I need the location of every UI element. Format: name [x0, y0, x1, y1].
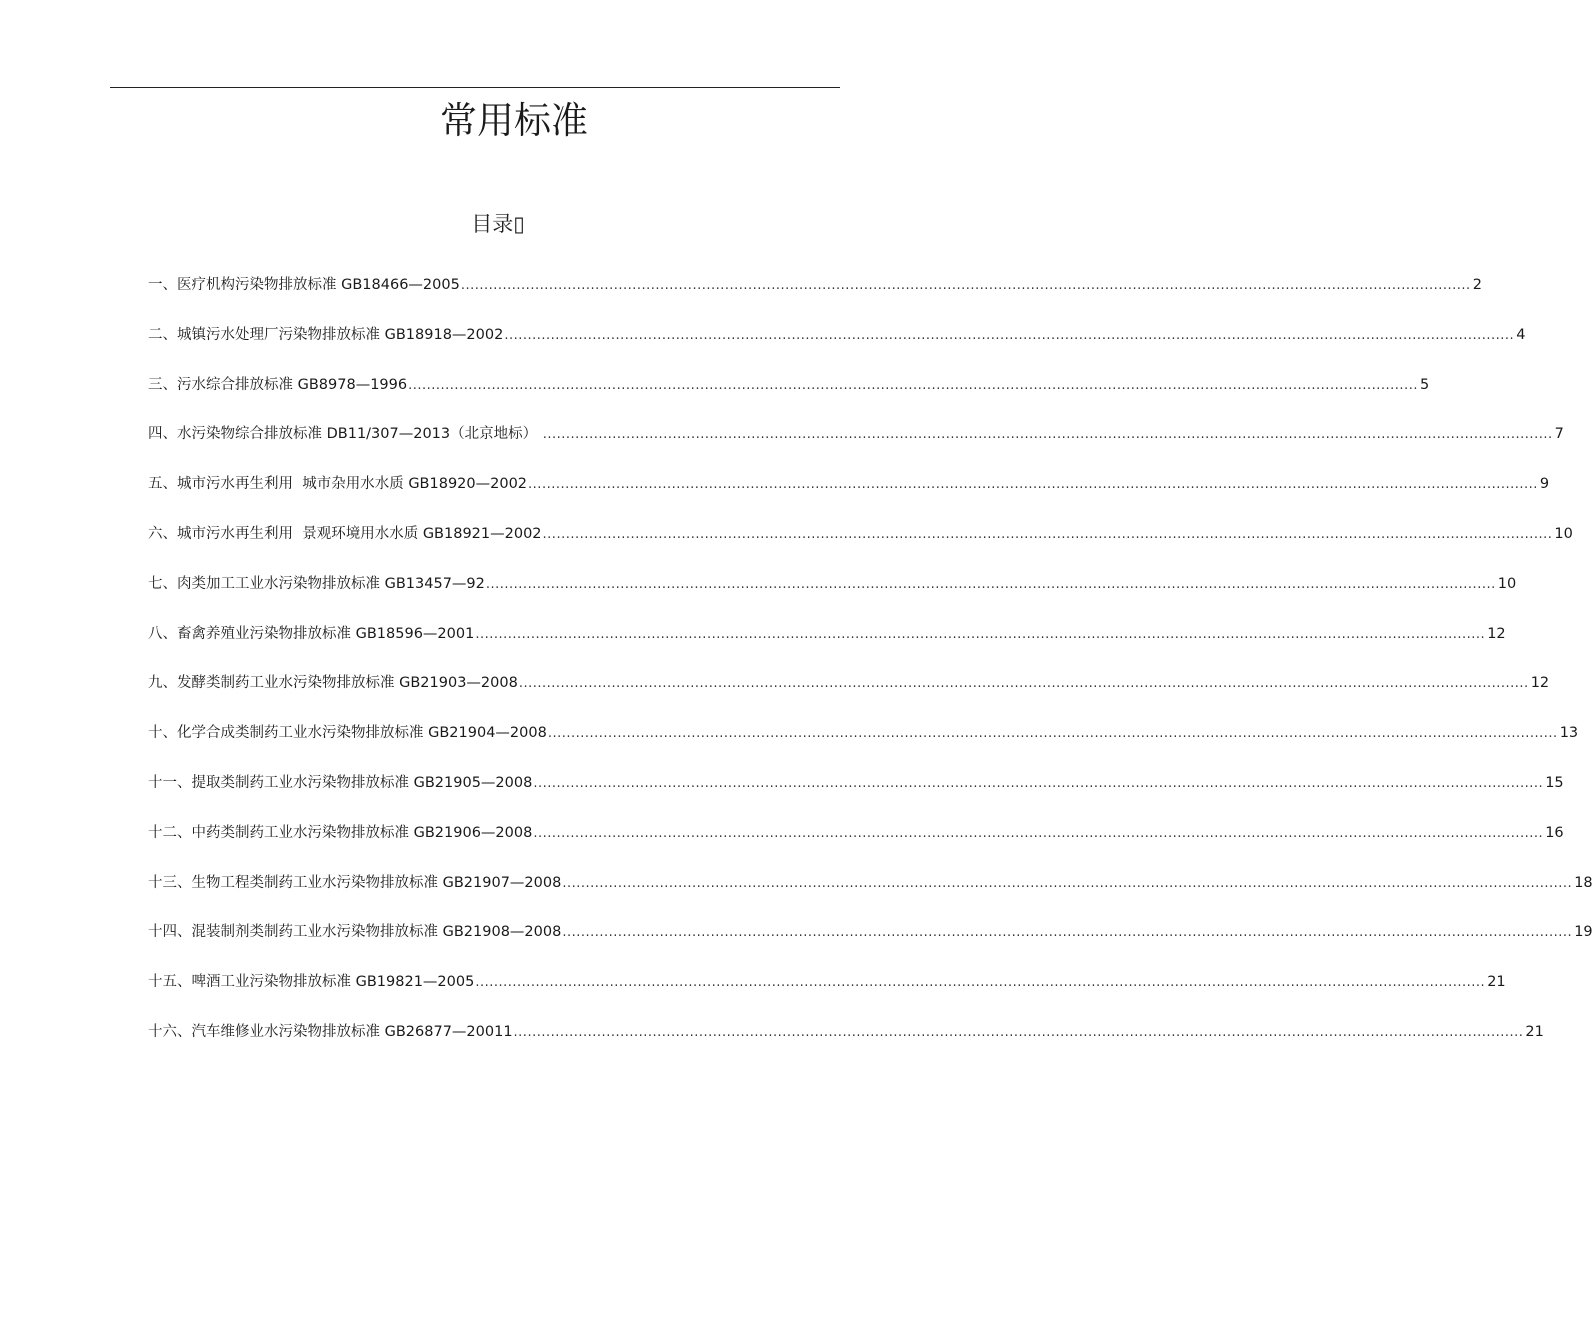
- toc-dot-leader: [543, 522, 1553, 548]
- toc-entry-number: 十四、: [148, 924, 192, 941]
- toc-dot-leader: [562, 871, 1572, 897]
- toc-entry-number: 十一、: [148, 774, 192, 791]
- toc-entry-page-number: 13: [1559, 725, 1579, 742]
- toc-entry[interactable]: [148, 919, 1593, 969]
- toc-entry-page-number: 10: [1554, 525, 1573, 542]
- toc-entry[interactable]: [148, 870, 1593, 920]
- toc-dot-leader: [408, 373, 1418, 399]
- toc-entry-number: 十、: [148, 725, 177, 742]
- header-rule: [110, 87, 840, 88]
- toc-entry[interactable]: [148, 1019, 1544, 1069]
- toc-entry-page-number: 4: [1516, 326, 1526, 343]
- toc-entry[interactable]: [148, 521, 1573, 571]
- toc-dot-leader: [548, 721, 1558, 747]
- toc-dot-leader: [562, 920, 1572, 946]
- toc-entry[interactable]: [148, 820, 1564, 870]
- toc-entry[interactable]: [148, 720, 1579, 770]
- toc-entry[interactable]: [148, 272, 1482, 322]
- toc-entry[interactable]: [148, 770, 1564, 820]
- toc-entry-page-number: 9: [1539, 476, 1550, 493]
- toc-entry-title: 医疗机构污染物排放标准 GB18466—2005: [177, 277, 460, 293]
- toc-entry[interactable]: [148, 969, 1506, 1019]
- toc-entry-page-number: 19: [1574, 924, 1593, 941]
- toc-entry[interactable]: [148, 421, 1564, 471]
- toc-dot-leader: [528, 472, 1538, 498]
- toc-entry-number: 十三、: [148, 874, 192, 891]
- toc-entry-number: 十五、: [148, 974, 192, 991]
- toc-dot-leader: [461, 273, 1471, 299]
- toc-dot-leader: [475, 970, 1485, 996]
- toc-entry-title: 化学合成类制药工业水污染物排放标准 GB21904—2008: [177, 725, 547, 742]
- toc-entry[interactable]: [148, 571, 1517, 621]
- toc-entry-title: 发酵类制药工业水污染物排放标准 GB21903—2008: [177, 675, 518, 692]
- toc-entry[interactable]: [148, 471, 1550, 521]
- toc-entry-title: 污水综合排放标准 GB8978—1996: [177, 376, 408, 393]
- toc-entry-title: 中药类制药工业水污染物排放标准 GB21906—2008: [191, 824, 533, 841]
- toc-entry-title: 城镇污水处理厂污染物排放标准 GB18918—2002: [177, 326, 504, 343]
- toc-entry-number: 九、: [148, 675, 177, 692]
- toc-entry-number: 二、: [148, 326, 177, 343]
- toc-entry-page-number: 21: [1487, 974, 1506, 991]
- toc-entry[interactable]: [148, 621, 1506, 671]
- toc-heading: [0, 209, 996, 239]
- toc-entry-number: 七、: [148, 575, 177, 592]
- toc-dot-leader: [514, 1020, 1524, 1046]
- toc-entry-page-number: 21: [1525, 1023, 1544, 1040]
- toc-dot-leader: [486, 572, 1496, 598]
- toc-entry-number: 十六、: [148, 1023, 192, 1040]
- toc-entry-title: 混装制剂类制药工业水污染物排放标准 GB21908—2008: [191, 924, 562, 941]
- toc-entry[interactable]: [148, 322, 1526, 372]
- toc-entry-number: 六、: [148, 525, 177, 542]
- toc-entry-page-number: 12: [1530, 675, 1550, 692]
- toc-entry-page-number: 16: [1545, 824, 1564, 841]
- toc-entry-title: 提取类制药工业水污染物排放标准 GB21905—2008: [191, 774, 533, 791]
- toc-entry-title: 汽车维修业水污染物排放标准 GB26877—20011: [191, 1023, 513, 1040]
- toc-entry-number: 八、: [148, 625, 177, 642]
- toc-entry-number: 十二、: [148, 824, 192, 841]
- toc-entry-title: 生物工程类制药工业水污染物排放标准 GB21907—2008: [191, 874, 562, 891]
- toc-entry-number: 四、: [148, 426, 177, 443]
- toc-dot-leader: [504, 323, 1514, 349]
- toc-entry-title: 水污染物综合排放标准 DB11/307—2013（北京地标）: [177, 426, 542, 443]
- toc-entry-page-number: 2: [1472, 277, 1482, 293]
- toc-dot-leader: [533, 821, 1543, 847]
- document-title: 常用标准: [440, 99, 588, 142]
- toc-heading-text: 目录: [471, 212, 514, 236]
- toc-dot-leader: [475, 622, 1485, 648]
- toc-entry-number: 三、: [148, 376, 177, 393]
- toc-entry-page-number: 10: [1497, 575, 1517, 592]
- toc-entry-number: 一、: [148, 277, 177, 293]
- table-of-contents: [148, 272, 1593, 1069]
- toc-entry-title: 城市污水再生利用 景观环境用水水质 GB18921—2002: [177, 525, 542, 542]
- toc-entry-page-number: 12: [1487, 625, 1506, 642]
- toc-entry[interactable]: [148, 670, 1550, 720]
- toc-entry-number: 五、: [148, 476, 177, 493]
- toc-entry-page-number: 7: [1554, 426, 1564, 443]
- toc-entry-page-number: 5: [1419, 376, 1430, 393]
- toc-entry[interactable]: [148, 372, 1430, 422]
- toc-entry-page-number: 18: [1574, 874, 1593, 891]
- toc-entry-page-number: 15: [1545, 774, 1564, 791]
- toc-dot-leader: [519, 671, 1529, 697]
- toc-dot-leader: [533, 771, 1543, 797]
- toc-dot-leader: [543, 422, 1553, 448]
- toc-entry-title: 畜禽养殖业污染物排放标准 GB18596—2001: [177, 625, 475, 642]
- toc-heading-marker: ▯: [513, 212, 525, 236]
- toc-entry-title: 城市污水再生利用 城市杂用水水质 GB18920—2002: [177, 476, 528, 493]
- toc-entry-title: 肉类加工工业水污染物排放标准 GB13457—92: [177, 575, 485, 592]
- toc-entry-title: 啤酒工业污染物排放标准 GB19821—2005: [191, 974, 475, 991]
